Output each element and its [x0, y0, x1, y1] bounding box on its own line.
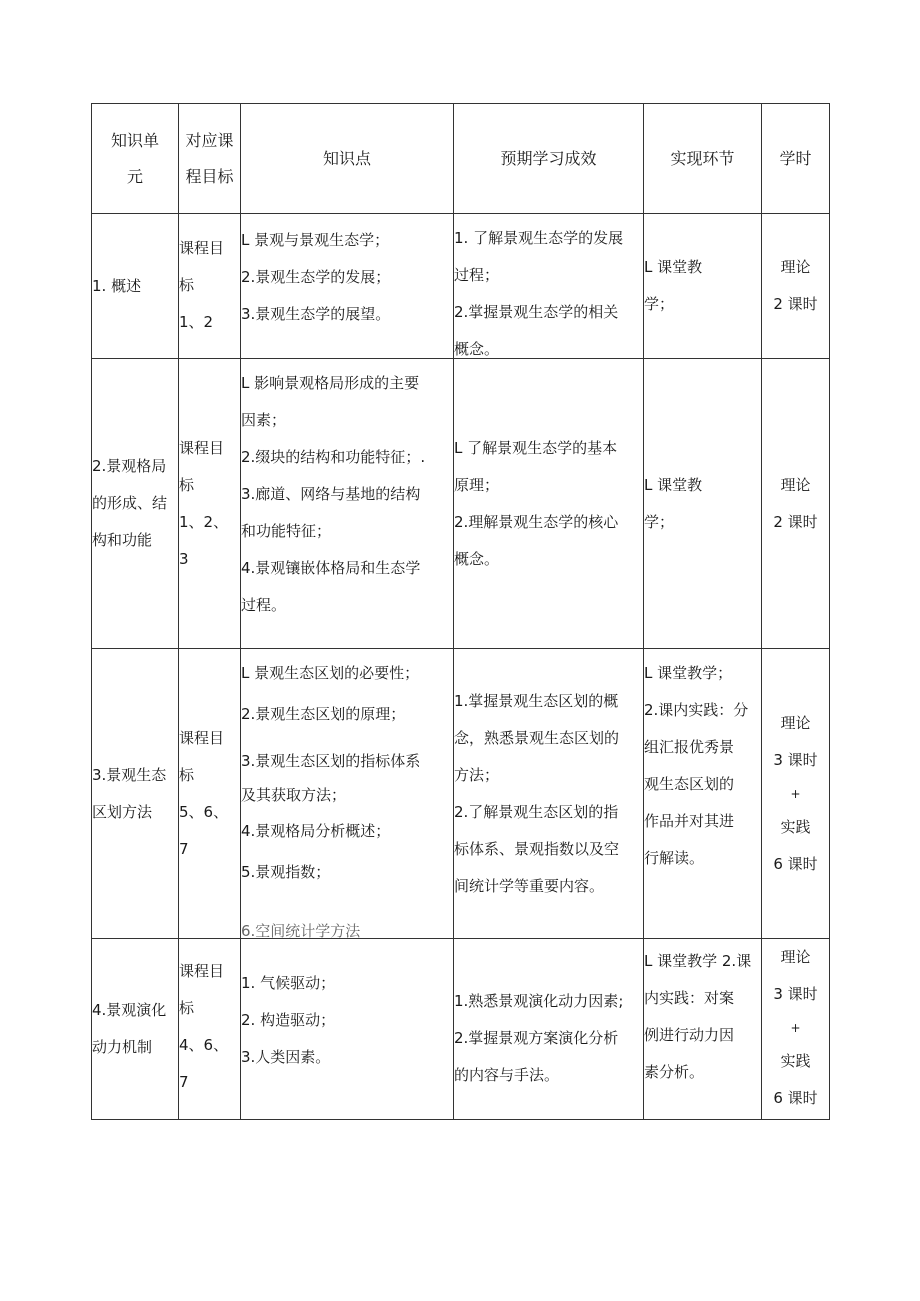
- method-item: 组汇报优秀景: [644, 738, 735, 756]
- unit-text: 2.景观格局: [92, 457, 167, 475]
- hours-item: 理论: [780, 948, 811, 966]
- point-item: 2.景观生态学的发展；: [241, 268, 391, 286]
- method-item: L 课堂教学 2.课: [644, 952, 752, 970]
- goal-text: 1、2: [179, 313, 214, 331]
- point-item: L 景观生态区划的必要性；: [241, 664, 420, 682]
- header-unit: [92, 104, 179, 214]
- hours-item: 理论: [780, 475, 811, 494]
- point-item: 4.景观镶嵌体格局和生态学: [241, 559, 421, 577]
- goal-text: 课程目: [179, 239, 225, 257]
- unit-text: 3.景观生态: [92, 765, 167, 784]
- outcome-item: 的内容与手法。: [454, 1066, 560, 1084]
- method-item: 观生态区划的: [644, 775, 735, 793]
- point-item: 2. 构造驱动；: [241, 1011, 336, 1029]
- point-item: 3.景观生态区划的指标体系: [241, 752, 421, 770]
- outcome-item: 间统计学等重要内容。: [454, 876, 605, 895]
- method-cell: [644, 214, 762, 359]
- goal-text: 标: [179, 276, 195, 294]
- goal-text: 7: [179, 839, 189, 858]
- header-goal: [179, 104, 241, 214]
- outcomes-cell: [454, 939, 644, 1120]
- method-item: L 课堂教: [644, 258, 703, 276]
- hours-item: 理论: [780, 258, 811, 276]
- unit-text: 4.景观演化: [92, 1001, 167, 1019]
- table-row: [92, 359, 830, 649]
- points-cell: [241, 649, 454, 939]
- header-points-label: 知识点: [322, 148, 371, 168]
- method-item: 2.课内实践：分: [644, 701, 749, 719]
- outcome-item: 2.理解景观生态学的核心: [454, 512, 619, 531]
- goal-cell: [179, 214, 241, 359]
- goal-text: 课程目: [179, 728, 225, 747]
- header-row: [92, 104, 830, 214]
- point-item: 2.缀块的结构和功能特征；.: [241, 448, 426, 466]
- point-item: L 景观与景观生态学；: [241, 231, 390, 249]
- points-cell: [241, 359, 454, 649]
- outcome-item: 2.了解景观生态区划的指: [454, 802, 619, 821]
- points-cell: [241, 939, 454, 1120]
- point-item: 因素；: [241, 411, 287, 429]
- point-item: 过程。: [241, 596, 287, 614]
- outcome-item: 念，熟悉景观生态区划的: [454, 728, 620, 747]
- header-method-label: 实现环节: [670, 148, 735, 168]
- hours-plus: +: [790, 1021, 801, 1035]
- point-item: 2.景观生态区划的原理；: [241, 705, 406, 723]
- point-item: 1. 气候驱动；: [241, 974, 336, 992]
- syllabus-table: [91, 103, 830, 1120]
- outcome-item: 标体系、景观指数以及空: [454, 839, 620, 858]
- outcome-item: 1.熟悉景观演化动力因素;: [454, 992, 624, 1010]
- header-unit-line: 元: [126, 166, 143, 186]
- header-goal-line: 程目标: [185, 166, 234, 186]
- hours-cell: [762, 939, 830, 1120]
- point-item: 5.景观指数；: [241, 863, 331, 881]
- outcomes-cell: [454, 649, 644, 939]
- goal-cell: [179, 359, 241, 649]
- unit-text: 1. 概述: [92, 276, 142, 295]
- hours-item: 2 课时: [773, 512, 818, 531]
- header-points: [241, 104, 454, 214]
- point-item: 及其获取方法；: [241, 786, 347, 804]
- unit-text: 的形成、结: [92, 494, 168, 512]
- hours-item: 2 课时: [773, 295, 818, 313]
- header-hours-label: 学时: [779, 148, 812, 168]
- method-item: 素分析。: [644, 1063, 705, 1081]
- point-item: 3.景观生态学的展望。: [241, 305, 391, 323]
- method-item: 学；: [644, 295, 675, 313]
- outcome-item: 2.掌握景观方案演化分析: [454, 1029, 619, 1047]
- outcomes-cell: [454, 359, 644, 649]
- hours-plus: +: [790, 786, 801, 801]
- unit-cell: [92, 939, 179, 1120]
- hours-cell: [762, 214, 830, 359]
- outcome-item: 1.掌握景观生态区划的概: [454, 691, 619, 710]
- unit-cell: [92, 214, 179, 359]
- goal-text: 1、2、: [179, 512, 229, 531]
- table-row: [92, 214, 830, 359]
- hours-item: 6 课时: [773, 1089, 818, 1107]
- hours-cell: [762, 359, 830, 649]
- goal-text: 5、6、: [179, 802, 229, 821]
- method-item: 例进行动力因: [644, 1026, 735, 1044]
- unit-cell: [92, 649, 179, 939]
- header-outcomes-label: 预期学习成效: [500, 148, 597, 168]
- hours-item: 3 课时: [773, 985, 818, 1003]
- method-cell: [644, 359, 762, 649]
- goal-text: 标: [179, 999, 195, 1017]
- method-item: 内实践：对案: [644, 989, 735, 1007]
- goal-text: 3: [179, 549, 189, 568]
- unit-text: 区划方法: [92, 802, 153, 821]
- goal-text: 标: [179, 475, 195, 494]
- outcome-item: 1. 了解景观生态学的发展: [454, 229, 624, 247]
- outcome-item: 原理；: [454, 475, 500, 494]
- method-item: 作品并对其进: [644, 812, 735, 830]
- header-hours: [762, 104, 830, 214]
- method-item: 学；: [644, 512, 675, 531]
- point-item: 3.人类因素。: [241, 1048, 331, 1066]
- goal-text: 7: [179, 1073, 189, 1091]
- goal-text: 课程目: [179, 962, 225, 980]
- point-item: L 影响景观格局形成的主要: [241, 374, 420, 392]
- hours-item: 实践: [780, 817, 811, 836]
- outcomes-cell: [454, 214, 644, 359]
- outcome-item: 概念。: [454, 340, 500, 358]
- outcome-item: 概念。: [454, 549, 500, 568]
- outcome-item: 方法；: [454, 765, 500, 784]
- point-item: 和功能特征；: [241, 522, 332, 540]
- hours-cell: [762, 649, 830, 939]
- header-unit-line: 知识单: [110, 130, 159, 150]
- outcome-item: L 了解景观生态学的基本: [454, 438, 618, 457]
- outcome-item: 过程；: [454, 266, 500, 284]
- hours-item: 3 课时: [773, 750, 818, 769]
- goal-cell: [179, 939, 241, 1120]
- goal-cell: [179, 649, 241, 939]
- goal-text: 课程目: [179, 438, 225, 457]
- method-cell: [644, 939, 762, 1120]
- method-item: L 课堂教学；: [644, 664, 733, 682]
- method-item: 行解读。: [644, 849, 705, 867]
- hours-item: 实践: [780, 1052, 811, 1070]
- header-method: [644, 104, 762, 214]
- method-cell: [644, 649, 762, 939]
- point-item: 4.景观格局分析概述；: [241, 822, 391, 840]
- unit-cell: [92, 359, 179, 649]
- hours-item: 理论: [780, 713, 811, 732]
- unit-text: 动力机制: [92, 1038, 153, 1056]
- goal-text: 标: [179, 765, 195, 784]
- header-outcomes: [454, 104, 644, 214]
- unit-text: 构和功能: [92, 531, 153, 549]
- hours-item: 6 课时: [773, 854, 818, 873]
- point-item: 3.廊道、网络与基地的结构: [241, 485, 421, 503]
- table-row: [92, 649, 830, 939]
- outcome-item: 2.掌握景观生态学的相关: [454, 303, 619, 321]
- table-row: [92, 939, 830, 1120]
- point-item-truncated: 6.空间统计学方法: [241, 922, 361, 938]
- header-goal-line: 对应课: [185, 130, 234, 150]
- method-item: L 课堂教: [644, 475, 703, 494]
- points-cell: [241, 214, 454, 359]
- goal-text: 4、6、: [179, 1036, 229, 1054]
